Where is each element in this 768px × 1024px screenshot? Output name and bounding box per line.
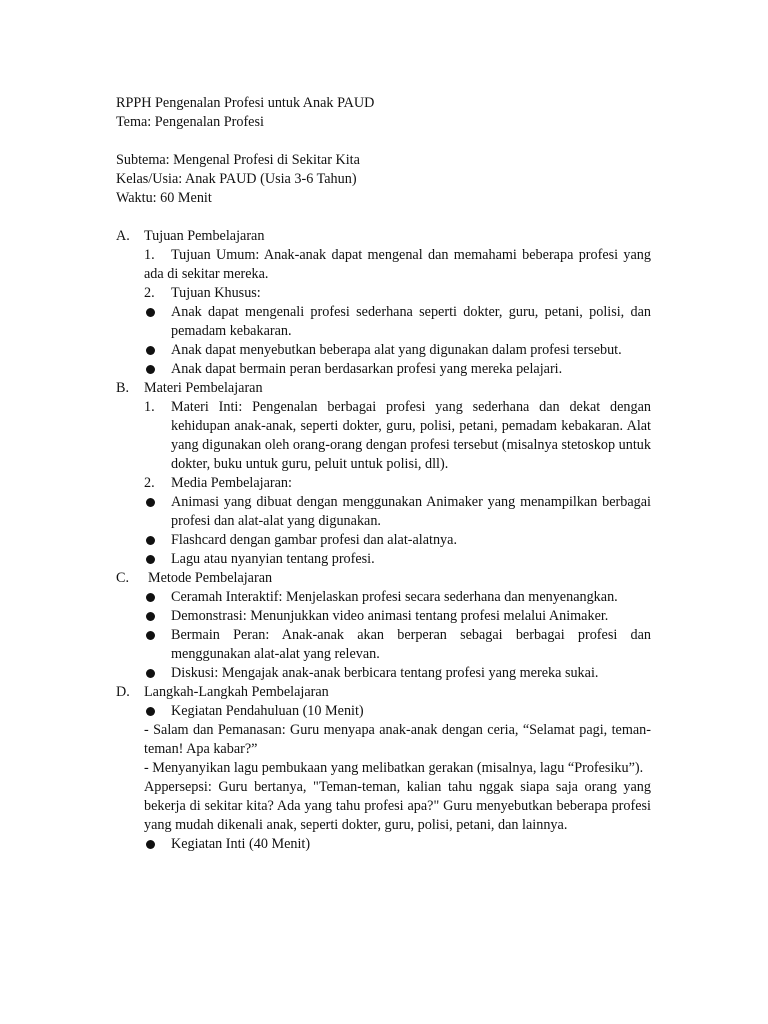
bullet-icon [146, 365, 155, 374]
bullet-item [144, 303, 651, 341]
bullet-icon [146, 840, 155, 849]
bullet-item [144, 702, 651, 721]
numbered-item [144, 246, 651, 284]
section-b-heading [116, 379, 651, 398]
item-text: Materi Inti: Pengenalan berbagai profesi yang sederhana dan dekat dengan kehidupan anak-anak, seperti dokter, guru, polisi, petani, pemadam kebakaran. Alat yang digunakan oleh orang-orang dengan profesi tersebut (misalnya stetoskop untuk dokter, buku untuk guru, peluit untuk polisi, dll). [171, 399, 651, 472]
bullet-icon [146, 346, 155, 355]
section-label: C. [116, 570, 130, 586]
bullet-text: Animasi yang dibuat dengan menggunakan Animaker yang menampilkan berbagai profesi dan alat-alat yang digunakan. [171, 494, 651, 529]
bullet-text: Lagu atau nyanyian tentang profesi. [171, 551, 375, 567]
blank-line [116, 132, 651, 151]
section-d-heading [116, 683, 651, 702]
item-text: Tujuan Umum: Anak-anak dapat mengenal dan memahami beberapa profesi yang ada di sekitar mereka. [144, 247, 651, 282]
bullet-icon [146, 669, 155, 678]
bullet-item [144, 664, 651, 683]
bullet-icon [146, 308, 155, 317]
bullet-text: Bermain Peran: Anak-anak akan berperan sebagai berbagai profesi dan menggunakan alat-alat yang relevan. [171, 627, 651, 662]
document-body [116, 94, 651, 854]
section-title: Langkah-Langkah Pembelajaran [144, 684, 329, 700]
section-title: Materi Pembelajaran [144, 380, 263, 396]
bullet-text: Ceramah Interaktif: Menjelaskan profesi secara sederhana dan menyenangkan. [171, 589, 618, 605]
paragraph: Appersepsi: Guru bertanya, "Teman-teman, kalian tahu nggak siapa saja orang yang bekerja di sekitar kita? Ada yang tahu profesi apa?" Guru menyebutkan beberapa profesi yang mudah dikenali anak, seperti dokter, guru, polisi, petani, dan lainnya. [144, 779, 651, 833]
bullet-item [144, 588, 651, 607]
section-label: A. [116, 228, 130, 244]
blank-line [116, 208, 651, 227]
numbered-item [144, 398, 651, 474]
bullet-icon [146, 631, 155, 640]
bullet-text: Flashcard dengan gambar profesi dan alat-alatnya. [171, 532, 457, 548]
bullet-icon [146, 707, 155, 716]
bullet-item [144, 360, 651, 379]
bullet-item [144, 550, 651, 569]
bullet-text: Anak dapat bermain peran berdasarkan profesi yang mereka pelajari. [171, 361, 563, 377]
section-label: B. [116, 380, 130, 396]
bullet-item [144, 493, 651, 531]
bullet-icon [146, 536, 155, 545]
section-a-heading [116, 227, 651, 246]
item-number: 1. [144, 247, 155, 263]
item-text: Tujuan Khusus: [171, 285, 261, 301]
bullet-text: Kegiatan Pendahuluan (10 Menit) [171, 703, 364, 719]
section-title: Metode Pembelajaran [148, 570, 273, 586]
bullet-text: Kegiatan Inti (40 Menit) [171, 836, 311, 852]
section-c-heading [116, 569, 651, 588]
bullet-text: Anak dapat menyebutkan beberapa alat yang digunakan dalam profesi tersebut. [171, 342, 622, 358]
bullet-item [144, 607, 651, 626]
bullet-icon [146, 593, 155, 602]
bullet-text: Demonstrasi: Menunjukkan video animasi tentang profesi melalui Animaker. [171, 608, 609, 624]
item-number: 2. [144, 475, 155, 491]
bullet-icon [146, 498, 155, 507]
bullet-text: Anak dapat mengenali profesi sederhana seperti dokter, guru, petani, polisi, dan pemadam kebakaran. [171, 304, 651, 339]
bullet-item [144, 531, 651, 550]
numbered-item [144, 284, 651, 303]
bullet-icon [146, 555, 155, 564]
bullet-item [144, 341, 651, 360]
document-title: RPPH Pengenalan Profesi untuk Anak PAUD [116, 95, 375, 111]
item-number: 1. [144, 399, 155, 415]
item-number: 2. [144, 285, 155, 301]
bullet-item [144, 835, 651, 854]
bullet-icon [146, 612, 155, 621]
tema-line: Tema: Pengenalan Profesi [116, 114, 264, 130]
kelas-line: Kelas/Usia: Anak PAUD (Usia 3-6 Tahun) [116, 171, 357, 187]
section-title: Tujuan Pembelajaran [144, 228, 265, 244]
paragraph: - Menyanyikan lagu pembukaan yang melibatkan gerakan (misalnya, lagu “Profesiku”). [144, 760, 644, 776]
bullet-item [144, 626, 651, 664]
bullet-text: Diskusi: Mengajak anak-anak berbicara tentang profesi yang mereka sukai. [171, 665, 599, 681]
subtema-line: Subtema: Mengenal Profesi di Sekitar Kita [116, 152, 360, 168]
waktu-line: Waktu: 60 Menit [116, 190, 212, 206]
paragraph: - Salam dan Pemanasan: Guru menyapa anak-anak dengan ceria, “Selamat pagi, teman-teman! Apa kabar?” [144, 722, 651, 757]
numbered-item [144, 474, 651, 493]
section-label: D. [116, 684, 130, 700]
item-text: Media Pembelajaran: [171, 475, 292, 491]
